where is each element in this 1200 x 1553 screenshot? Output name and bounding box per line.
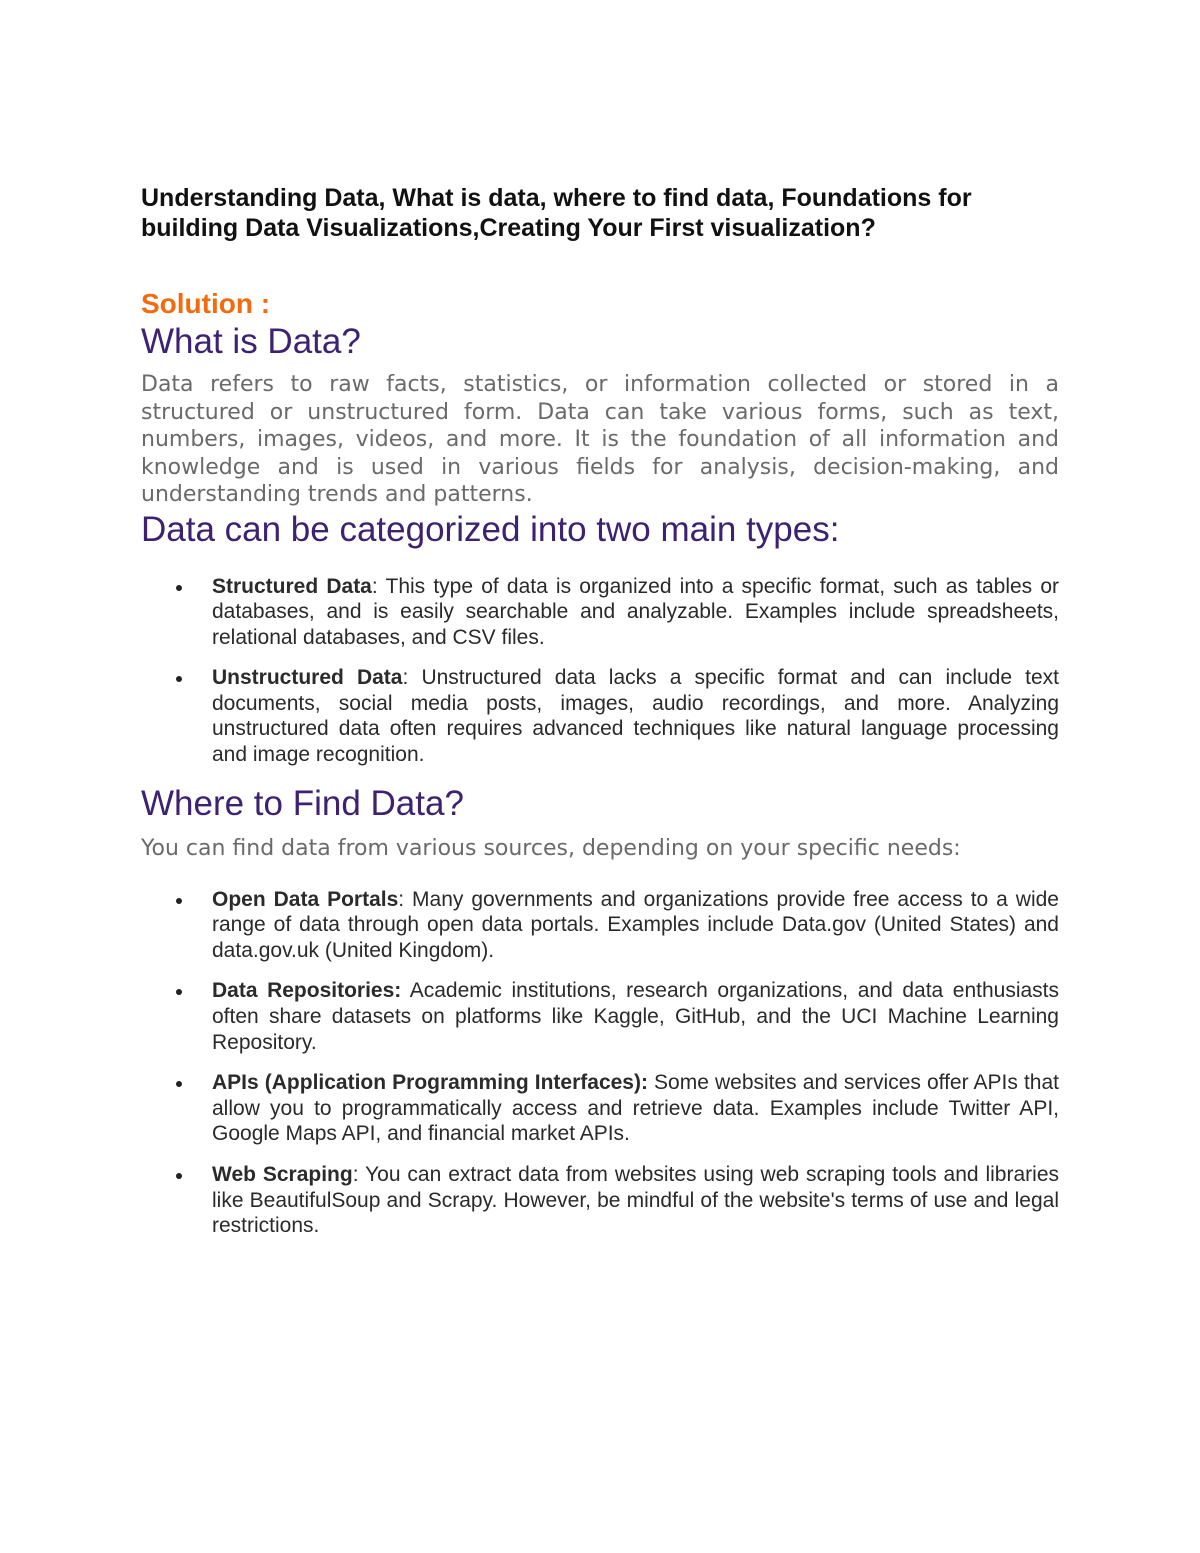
list-item-apis — [141, 1070, 1059, 1147]
desc-data-repositories: Academic institutions, research organizations, and data enthusiasts often share datasets on platforms like Kaggle, GitHub, and the UCI Machine Learning Repository. — [212, 979, 1060, 1054]
solution-label: Solution : — [141, 288, 271, 319]
question-title: Understanding Data, What is data, where to find data, Foundations for building Data Visualizations,Creating Your First visualization? — [141, 184, 972, 242]
desc-web-scraping: : You can extract data from websites using web scraping tools and libraries like BeautifulSoup and Scrapy. However, be mindful of the website's terms of use and legal restrictions. — [212, 1163, 1059, 1238]
heading-data-types: Data can be categorized into two main types: — [141, 509, 840, 549]
term-web-scraping: Web Scraping — [212, 1163, 353, 1186]
term-apis: APIs (Application Programming Interfaces): — [212, 1071, 648, 1095]
list-item-unstructured-data — [141, 665, 1059, 767]
desc-open-data-portals: : Many governments and organizations provide free access to a wide range of data through open data portals. Examples include Data.gov (United States) and data.gov.uk (United Kingdom). — [212, 887, 1059, 962]
document-page — [141, 183, 1059, 1254]
bullet-icon — [176, 585, 182, 591]
list-item-structured-data — [141, 574, 1059, 651]
list-item-data-repositories — [141, 978, 1059, 1055]
term-open-data-portals: Open Data Portals — [212, 887, 399, 911]
data-sources-list — [141, 887, 1059, 1239]
desc-structured-data: : This type of data is organized into a specific format, such as tables or databases, and is easily searchable and analyzable. Examples include spreadsheets, relational databases, and CSV files. — [212, 574, 1060, 649]
heading-where-to-find-data: Where to Find Data? — [141, 783, 464, 823]
what-is-data-paragraph: Data refers to raw facts, statistics, or information collected or stored in a structured or unstructured form. Data can take various forms, such as text, numbers, images, videos, and more. It is the foundation of all information and knowledge and is used in various fields for analysis, decision-making, and understanding trends and patterns. — [141, 372, 1059, 507]
where-to-find-intro: You can find data from various sources, depending on your specific needs: — [141, 835, 961, 861]
bullet-icon — [176, 898, 182, 904]
desc-apis: Some websites and services offer APIs that allow you to programmatically access and retrieve data. Examples include Twitter API, Google Maps API, and financial market APIs. — [212, 1071, 1059, 1146]
data-types-list — [141, 574, 1059, 768]
bullet-icon — [176, 989, 182, 995]
bullet-icon — [176, 676, 182, 682]
list-item-web-scraping — [141, 1162, 1059, 1239]
heading-what-is-data: What is Data? — [141, 322, 361, 361]
bullet-icon — [176, 1173, 182, 1179]
term-unstructured-data: Unstructured Data — [212, 666, 403, 690]
desc-unstructured-data: : Unstructured data lacks a specific format and can include text documents, social media posts, images, audio recordings, and more. Analyzing unstructured data often requires advanced techniques like natural language processing and image recognition. — [212, 666, 1060, 767]
list-item-open-data-portals — [141, 887, 1059, 964]
term-structured-data: Structured Data — [212, 574, 372, 598]
bullet-icon — [176, 1081, 182, 1087]
term-data-repositories: Data Repositories: — [212, 979, 402, 1003]
